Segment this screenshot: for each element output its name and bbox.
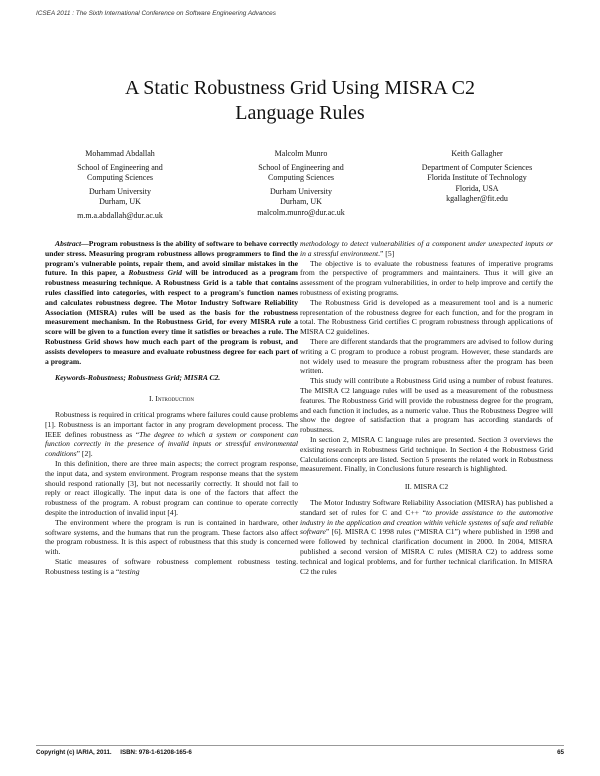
paragraph: This study will contribute a Robustness Grid using a number of robust features. The MISRA C2 language rules will be used as a measurement of the robustness features. The Robustness Grid will provide the robustness degree for the program, and each function it includes, as a numeric value. Thus the Robustness Degree will show the degree of satisfaction that a program has according standards of robustness. bbox=[300, 376, 553, 435]
author-email: m.m.a.abdallah@dur.ac.uk bbox=[77, 210, 163, 220]
paragraph: methodology to detect vulnerabilities of a component under unexpected inputs or in a stressful environment.” [5] bbox=[300, 239, 553, 258]
author-name: Keith Gallagher bbox=[451, 149, 503, 158]
author-email: kgallagher@fit.edu bbox=[446, 194, 508, 203]
paragraph: In section 2, MISRA C language rules are presented. Section 3 overviews the existing research in Robustness Grid technique. In Section 4 the Robustness Grid Calculations concepts are listed. Section 5 presents the related work in Robustness measurement. Finally, in Conclusions future research is highlighted. bbox=[300, 434, 553, 474]
right-column bbox=[300, 239, 553, 576]
author-affiliation: Computing Sciences bbox=[268, 173, 334, 182]
paragraph: Robustness is required in critical programs where failures could cause problems [1]. Robustness is an important factor in any program development process. The IEEE defines robustness as “The degree to which a system or component can function correctly in the presence of invalid inputs or stressful environmental conditions” [2]. bbox=[45, 409, 298, 459]
section-heading-introduction: I. Introduction bbox=[149, 394, 194, 404]
abstract-text: —Program robustness is the ability of software to behave correctly under stress. Measuring program robustness allows programmers to find the program's vulnerable points, repair them, and avoid similar mistakes in the future. In this paper, a bbox=[45, 239, 298, 278]
keywords: Keywords-Robustness; Robustness Grid; MISRA C2. bbox=[55, 373, 221, 383]
author-affiliation: Computing Sciences bbox=[87, 173, 153, 182]
paragraph: The Robustness Grid is developed as a measurement tool and is a numeric representation of the robustness degree for each function, and for the program in total. The Robustness Grid certifies C program robustness through applications of MISRA C2 guidelines. bbox=[300, 297, 553, 337]
author-location: Durham, UK bbox=[99, 197, 141, 206]
author-affiliation: Florida Institute of Technology bbox=[427, 173, 527, 182]
abstract-label: Abstract bbox=[55, 239, 82, 248]
conference-header: ICSEA 2011 : The Sixth International Conference on Software Engineering Advances bbox=[36, 10, 276, 17]
section-heading-misra: II. MISRA C2 bbox=[404, 482, 449, 492]
author-name: Malcolm Munro bbox=[274, 149, 328, 158]
paper-title bbox=[0, 76, 600, 126]
paragraph: There are different standards that the programmers are advised to follow during writing a C program to produce a robust program. However, these standards are not widely used to measure the program robustness after the program has been written. bbox=[300, 336, 553, 376]
author-location: Florida, USA bbox=[455, 183, 499, 193]
abstract bbox=[45, 239, 298, 366]
author-affiliation: School of Engineering and bbox=[258, 162, 344, 172]
page-footer bbox=[36, 749, 564, 756]
author-block-1 bbox=[45, 149, 195, 221]
paragraph: The Motor Industry Software Reliability Association (MISRA) has published a standard set of rules for C and C++ “to provide assistance to the automotive industry in the application and creation within vehicle systems of safe and reliable software” [6]. MISRA C 1998 rules (“MISRA C1”) where published in 1998 and were followed by technical clarification document in 2000. In 2004, MISRA published a second version of MISRA C rules (MISRA C2) to address some technical and logical problems, and for further technical clarification. In MISRA C2 the rules bbox=[300, 497, 553, 576]
abstract-emphasis: Robustness Grid bbox=[128, 268, 182, 278]
author-name: Mohammad Abdallah bbox=[85, 149, 155, 158]
paragraph: The objective is to evaluate the robustness features of imperative programs from the perspective of programmers and maintainers. Thus it will give an assessment of the program vulnerabilities, in order to help improve and certify the robustness of existing programs. bbox=[300, 258, 553, 297]
title-line-1: A Static Robustness Grid Using MISRA C2 bbox=[124, 77, 476, 99]
author-block-2 bbox=[226, 149, 376, 218]
left-column bbox=[45, 239, 298, 577]
author-block-3 bbox=[402, 149, 552, 205]
paragraph: The environment where the program is run is contained in hardware, other software systems, and the humans that run the program. These factors also affect the program robustness. It is this aspect of robustness that this study is concerned with. bbox=[45, 517, 298, 557]
footer-divider bbox=[36, 745, 564, 746]
author-university: Durham University bbox=[270, 186, 332, 196]
author-location: Durham, UK bbox=[280, 197, 322, 206]
title-line-2: Language Rules bbox=[235, 102, 365, 124]
copyright: Copyright (c) IARIA, 2011. ISBN: 978-1-61208-165-6 bbox=[36, 749, 192, 756]
author-affiliation: School of Engineering and bbox=[77, 162, 163, 172]
page-number: 65 bbox=[557, 749, 564, 756]
abstract-text-2: will be introduced as a program robustness measuring technique. A Robustness Grid is a table that contains rules classified into categories, with respect to a program's function names and calculates robustness degree. The Motor Industry Software Reliability Association (MISRA) rules will be used as the basis for the robustness measurement mechanism. In the Robustness Grid, for every MISRA rule a score will be given to a function every time it satisfies or breaches a rule. The Robustness Grid shows how much each part of the program is robust, and assists developers to measure and evaluate robustness degree for each part of a program. bbox=[45, 268, 298, 366]
paragraph: Static measures of software robustness complement robustness testing. Robustness testing is a “testing bbox=[45, 556, 298, 576]
paragraph: In this definition, there are three main aspects; the correct program response, the input data, and system environment. Program response means that the system should respond rationally [3], but not necessarily correctly. It should not fail to reply or react illogically. The input data is one of the factors that affect the robustness of the program. A robust program can continue to operate correctly despite the introduction of invalid input [4]. bbox=[45, 458, 298, 517]
author-affiliation: Department of Computer Sciences bbox=[421, 162, 533, 172]
author-university: Durham University bbox=[89, 186, 151, 196]
author-email: malcolm.munro@dur.ac.uk bbox=[257, 207, 345, 217]
